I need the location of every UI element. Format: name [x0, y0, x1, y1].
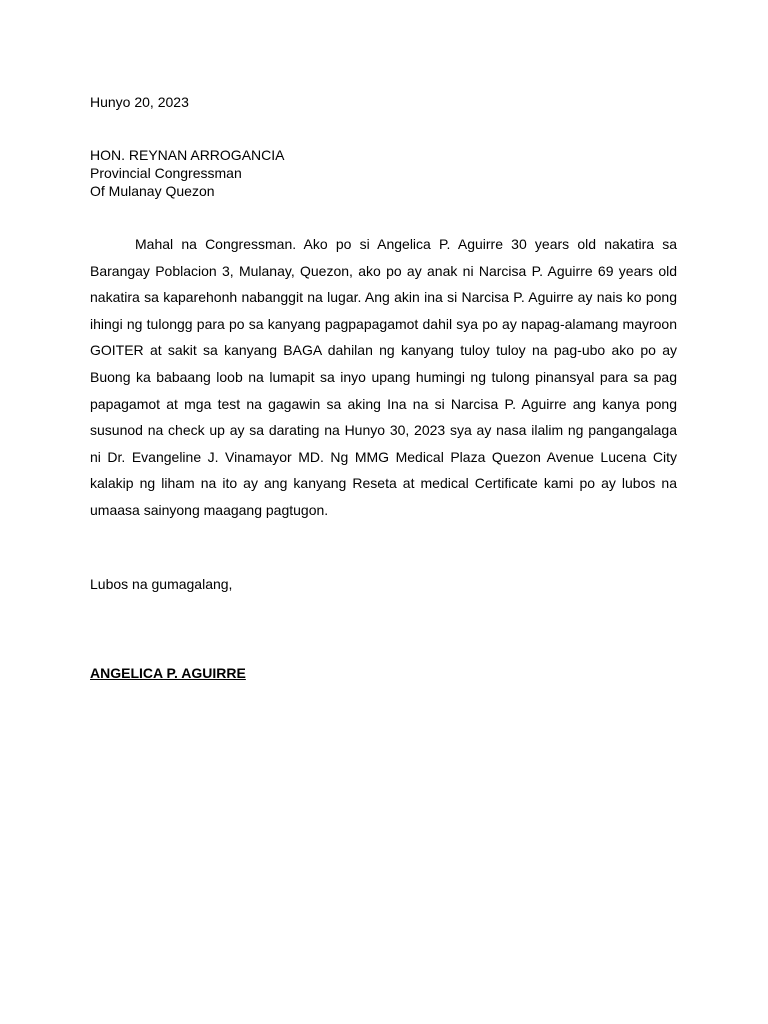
recipient-block [90, 146, 284, 200]
letter-closing: Lubos na gumagalang, [90, 576, 233, 592]
recipient-name: HON. REYNAN ARROGANCIA [90, 147, 285, 163]
letter-body: Mahal na Congressman. Ako po si Angelica P. Aguirre 30 years old nakatira sa Barangay Poblacion 3, Mulanay, Quezon, ako po ay anak ni Narcisa P. Aguirre 69 years old nakatira sa kaparehonh nabanggit na lugar. Ang akin ina si Narcisa P. Aguirre ay nais ko pong ihingi ng tulongg para po sa kanyang pagpapagamot dahil sya po ay napag-alamang mayroon GOITER at sakit sa kanyang BAGA dahilan ng kanyang tuloy tuloy na pag-ubo ako po ay Buong ka babaang loob na lumapit sa inyo upang humingi ng tulong pinansyal para sa pag papagamot at mga test na gagawin sa aking Ina na si Narcisa P. Aguirre ang kanya pong susunod na check up ay sa darating na Hunyo 30, 2023 sya ay nasa ilalim ng pangangalaga ni Dr. Evangeline J. Vinamayor MD. Ng MMG Medical Plaza Quezon Avenue Lucena City kalakip ng liham na ito ay ang kanyang Reseta at medical Certificate kami po ay lubos na umaasa sainyong maagang pagtugon. [90, 236, 677, 518]
recipient-position: Provincial Congressman [90, 165, 242, 181]
recipient-location: Of Mulanay Quezon [90, 183, 215, 199]
signature-name: ANGELICA P. AGUIRRE [90, 665, 246, 681]
letter-date: Hunyo 20, 2023 [90, 94, 189, 110]
